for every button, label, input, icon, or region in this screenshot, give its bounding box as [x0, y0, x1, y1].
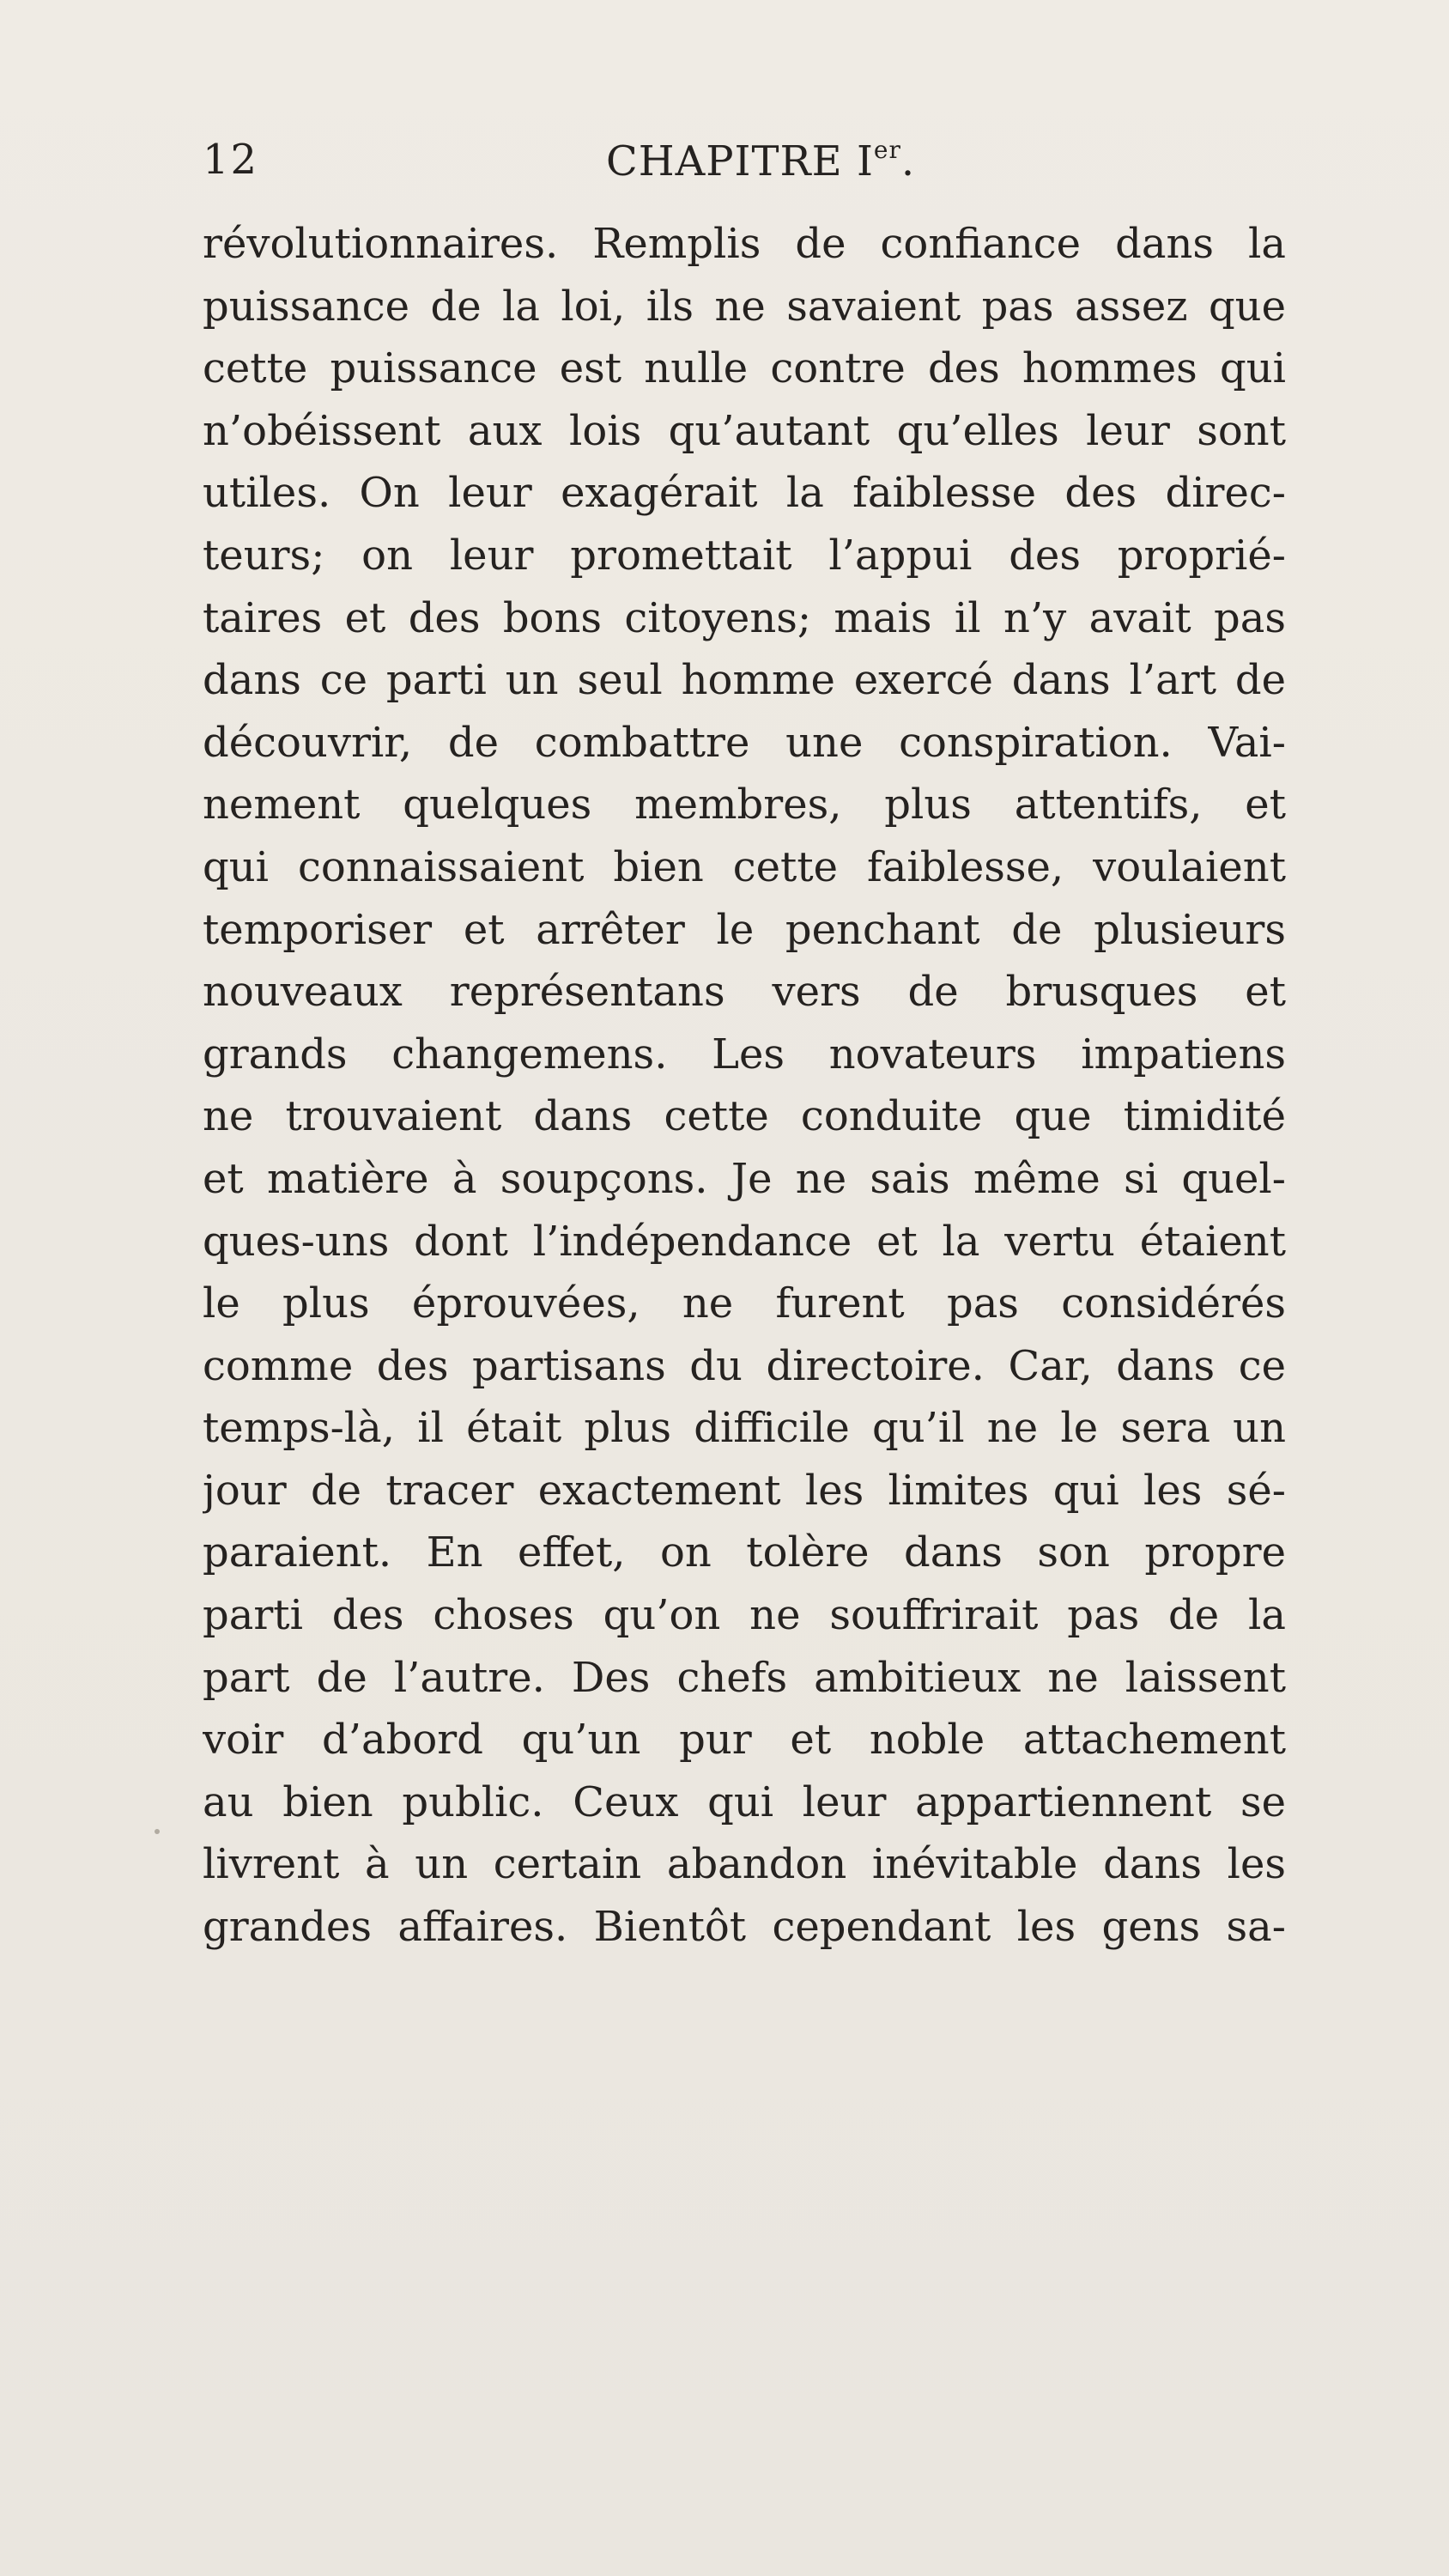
- text-line: temps-là, il était plus difficile qu’il ne le sera un: [203, 1404, 1286, 1453]
- text-line: et matière à soupçons. Je ne sais même si quel-: [203, 1154, 1286, 1203]
- text-line: dans ce parti un seul homme exercé dans l’art de: [203, 656, 1286, 705]
- text-line: comme des partisans du directoire. Car, dans ce: [203, 1341, 1286, 1390]
- text-line: ne trouvaient dans cette conduite que timidité: [203, 1092, 1286, 1141]
- text-line: puissance de la loi, ils ne savaient pas assez que: [203, 282, 1286, 331]
- text-line: révolutionnaires. Remplis de confiance dans la: [203, 220, 1286, 268]
- page-number: 12: [203, 136, 259, 184]
- text-line: parti des choses qu’on ne souffrirait pas de la: [203, 1591, 1286, 1640]
- text-line: le plus éprouvées, ne furent pas considérés: [203, 1279, 1286, 1328]
- text-line: utiles. On leur exagérait la faiblesse des direc-: [203, 469, 1286, 518]
- text-line: n’obéissent aux lois qu’autant qu’elles leur sont: [203, 406, 1286, 455]
- text-line: livrent à un certain abandon inévitable dans les: [203, 1840, 1286, 1889]
- text-line: part de l’autre. Des chefs ambitieux ne laissent: [203, 1653, 1286, 1702]
- text-line: nouveaux représentans vers de brusques et: [203, 968, 1286, 1017]
- text-line: grandes affaires. Bientôt cependant les gens sa-: [203, 1903, 1286, 1952]
- text-line: temporiser et arrêter le penchant de plusieurs: [203, 905, 1286, 954]
- running-head: [203, 136, 1284, 196]
- paper-speck: [155, 1829, 160, 1834]
- chapter-label: CHAPITRE I: [606, 137, 874, 185]
- text-line: découvrir, de combattre une conspiration. Vai-: [203, 718, 1286, 767]
- text-line: teurs; on leur promettait l’appui des proprié-: [203, 531, 1286, 580]
- chapter-title: [606, 136, 915, 185]
- chapter-period: .: [900, 137, 916, 185]
- text-line: voir d’abord qu’un pur et noble attachement: [203, 1716, 1286, 1765]
- text-line: qui connaissaient bien cette faiblesse, voulaient: [203, 842, 1286, 891]
- text-line: grands changemens. Les novateurs impatiens: [203, 1030, 1286, 1078]
- text-line: taires et des bons citoyens; mais il n’y avait pas: [203, 593, 1286, 642]
- text-line: jour de tracer exactement les limites qui les sé-: [203, 1466, 1286, 1515]
- text-line: cette puissance est nulle contre des hommes qui: [203, 344, 1286, 393]
- body-text: [203, 213, 1286, 1959]
- chapter-ordinal-suffix: er: [873, 136, 901, 164]
- text-line: nement quelques membres, plus attentifs, et: [203, 781, 1286, 829]
- text-line: ques-uns dont l’indépendance et la vertu étaient: [203, 1217, 1286, 1266]
- text-line: paraient. En effet, on tolère dans son propre: [203, 1528, 1286, 1577]
- text-line: au bien public. Ceux qui leur appartiennent se: [203, 1777, 1286, 1826]
